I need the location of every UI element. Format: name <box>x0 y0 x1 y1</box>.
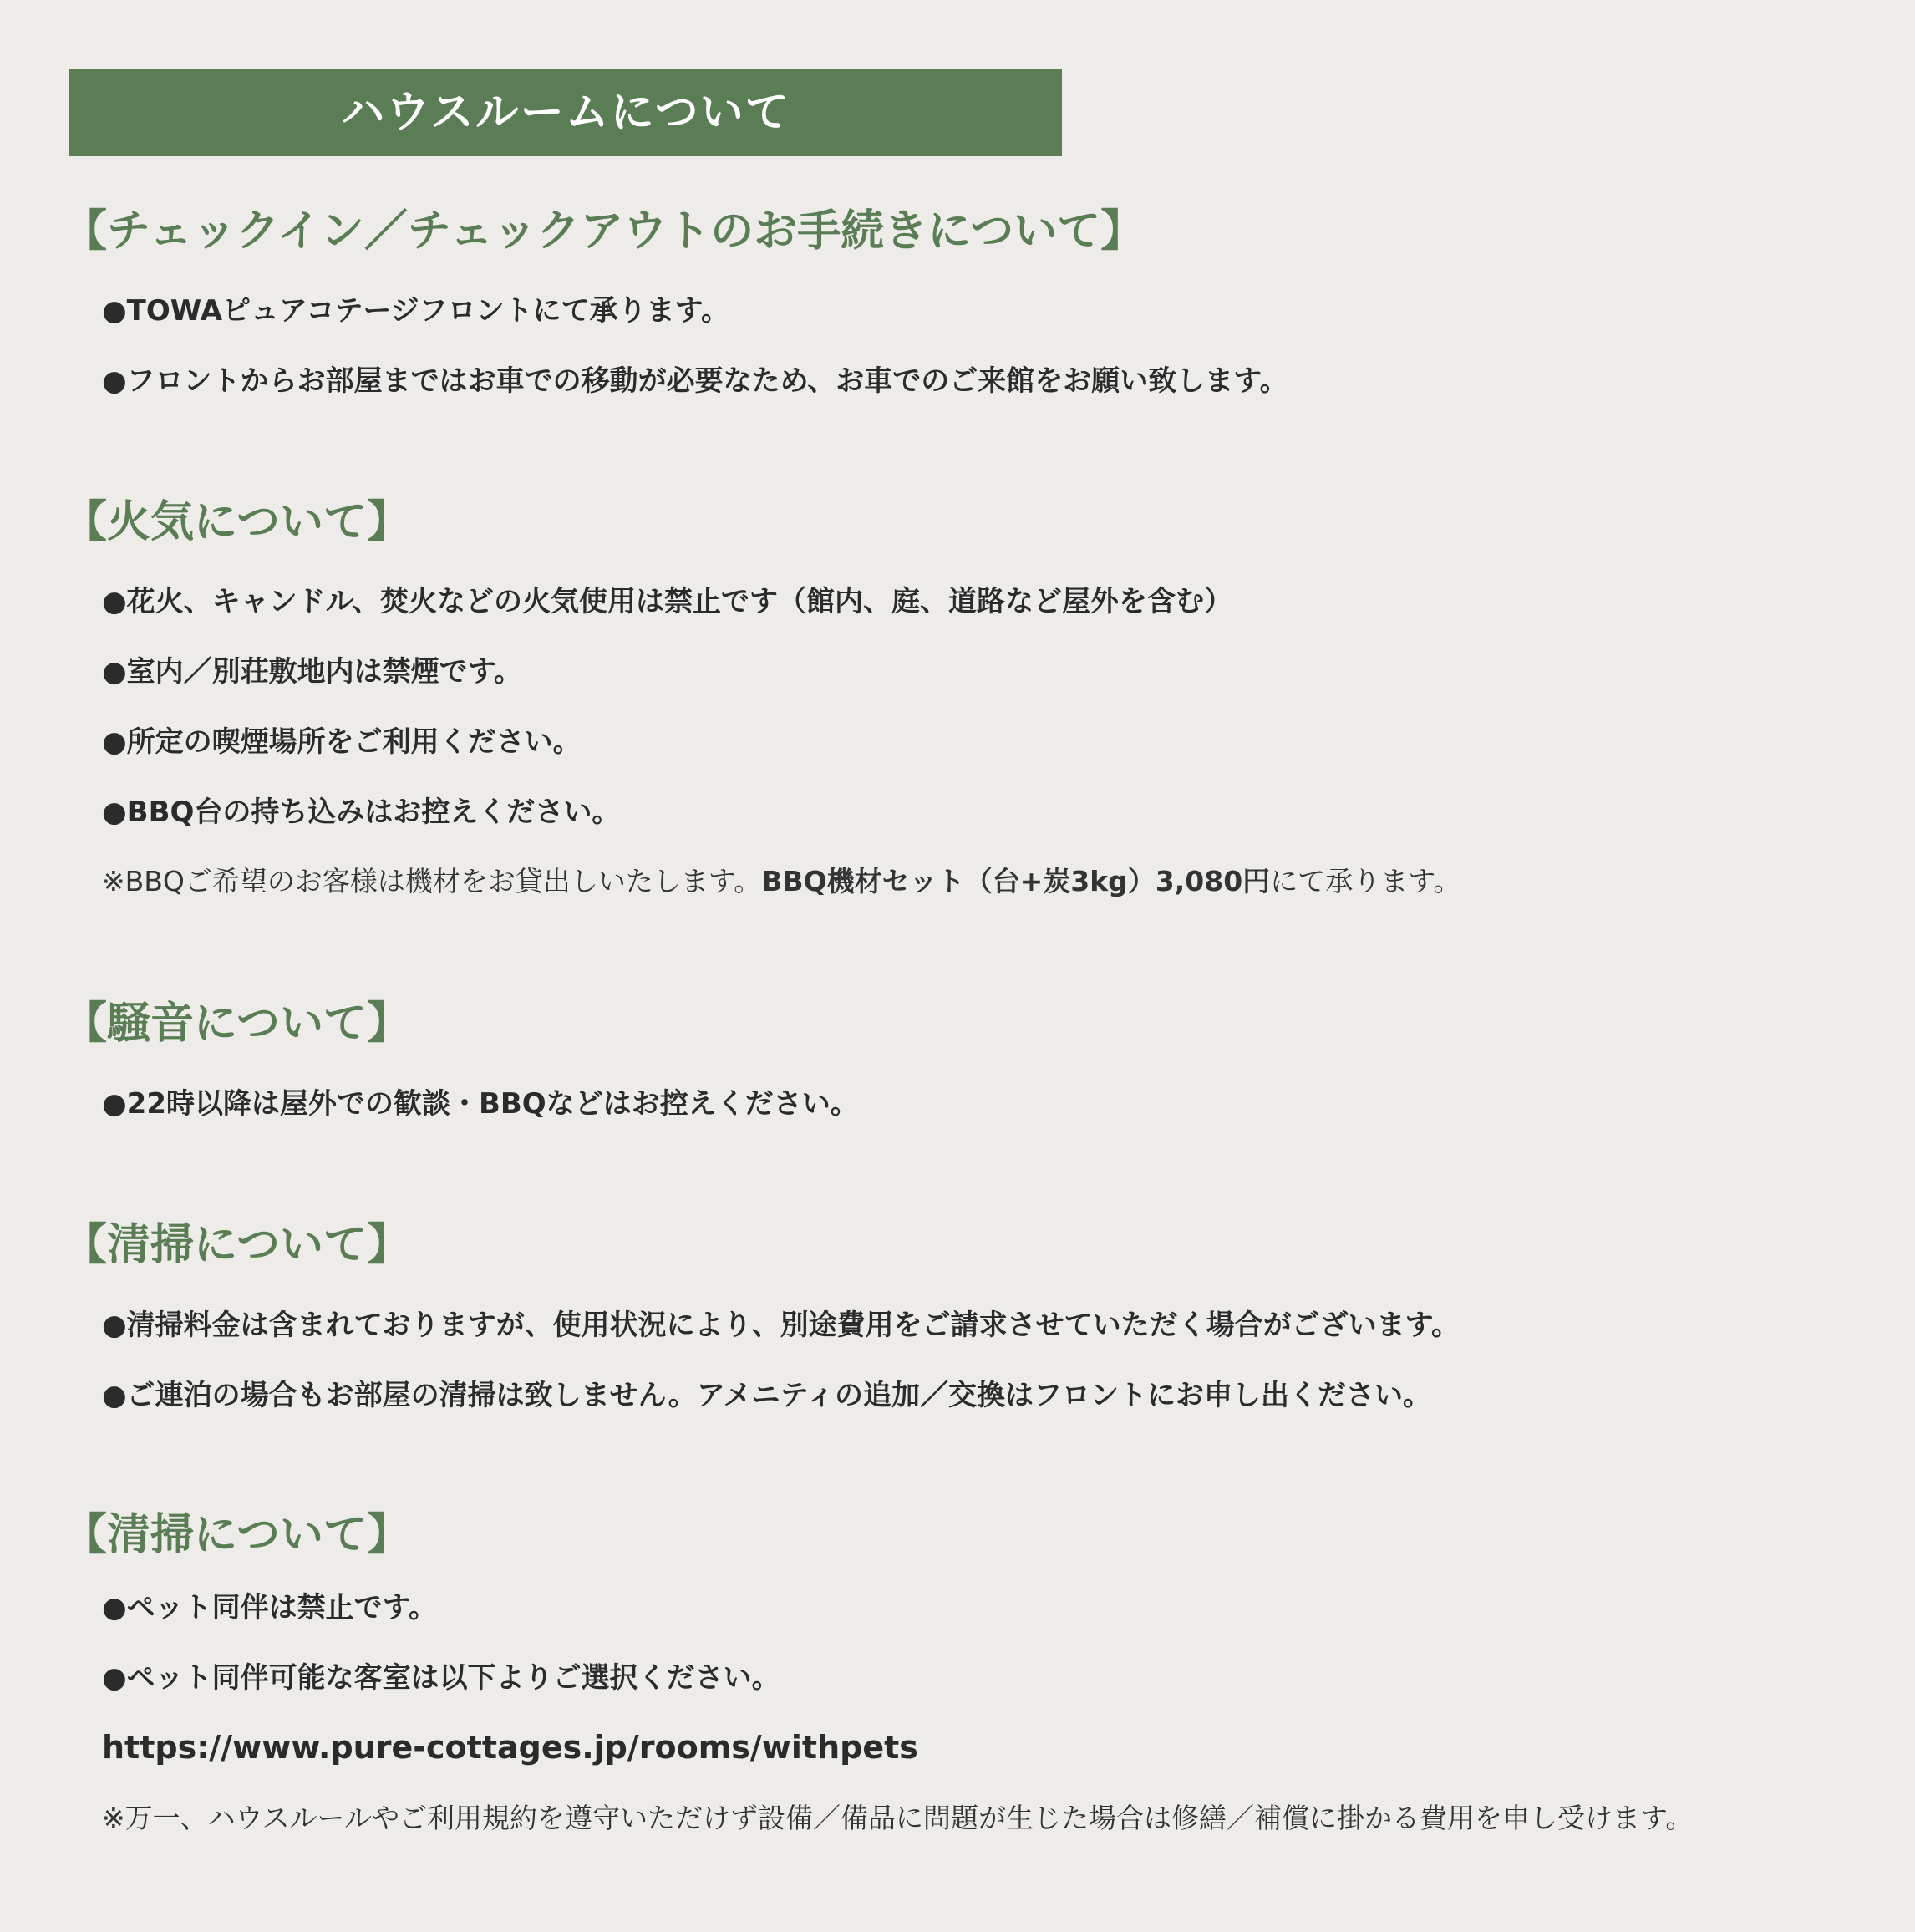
section-heading-pets: 【清掃について】 <box>63 1510 410 1560</box>
page-title-banner: ハウスルームについて <box>69 69 1062 156</box>
list-item: ●TOWAピュアコテージフロントにて承ります。 <box>102 294 729 328</box>
list-item: ●ペット同伴可能な客室は以下よりご選択ください。 <box>102 1661 780 1695</box>
section-heading-cleaning: 【清掃について】 <box>63 1220 410 1270</box>
list-item: ●清掃料金は含まれておりますが、使用状況により、別途費用をご請求させていただく場合がございます。 <box>102 1309 1460 1342</box>
list-item: ●BBQ台の持ち込みはお控えください。 <box>102 796 621 829</box>
bbq-note-price: BBQ機材セット（台+炭3kg）3,080円 <box>761 865 1271 897</box>
list-item: ●花火、キャンドル、焚火などの火気使用は禁止です（館内、庭、道路など屋外を含む） <box>102 585 1232 618</box>
list-item: ●室内／別荘敷地内は禁煙です。 <box>102 655 522 689</box>
liability-note: ※万一、ハウスルールやご利用規約を遵守いただけず設備／備品に問題が生じた場合は修繕／補償に掛かる費用を申し受けます。 <box>102 1802 1694 1834</box>
withpets-link[interactable]: https://www.pure-cottages.jp/rooms/withpets <box>102 1729 918 1766</box>
section-heading-fire: 【火気について】 <box>63 497 410 547</box>
list-item: ●ご連泊の場合もお部屋の清掃は致しません。アメニティの追加／交換はフロントにお申し出ください。 <box>102 1379 1431 1412</box>
section-heading-checkin: 【チェックイン／チェックアウトのお手続きについて】 <box>63 206 1145 257</box>
bbq-note-suffix: にて承ります。 <box>1270 865 1461 897</box>
bbq-note-prefix: ※BBQご希望のお客様は機材をお貸出しいたします。 <box>102 865 762 897</box>
bbq-note <box>102 862 1461 902</box>
list-item: ●22時以降は屋外での歓談・BBQなどはお控えください。 <box>102 1087 859 1121</box>
list-item: ●所定の喫煙場所をご利用ください。 <box>102 725 582 759</box>
list-item: ●ペット同伴は禁止です。 <box>102 1591 437 1624</box>
section-heading-noise: 【騒音について】 <box>63 999 410 1049</box>
list-item: ●フロントからお部屋まではお車での移動が必要なため、お車でのご来館をお願い致します。 <box>102 364 1288 398</box>
